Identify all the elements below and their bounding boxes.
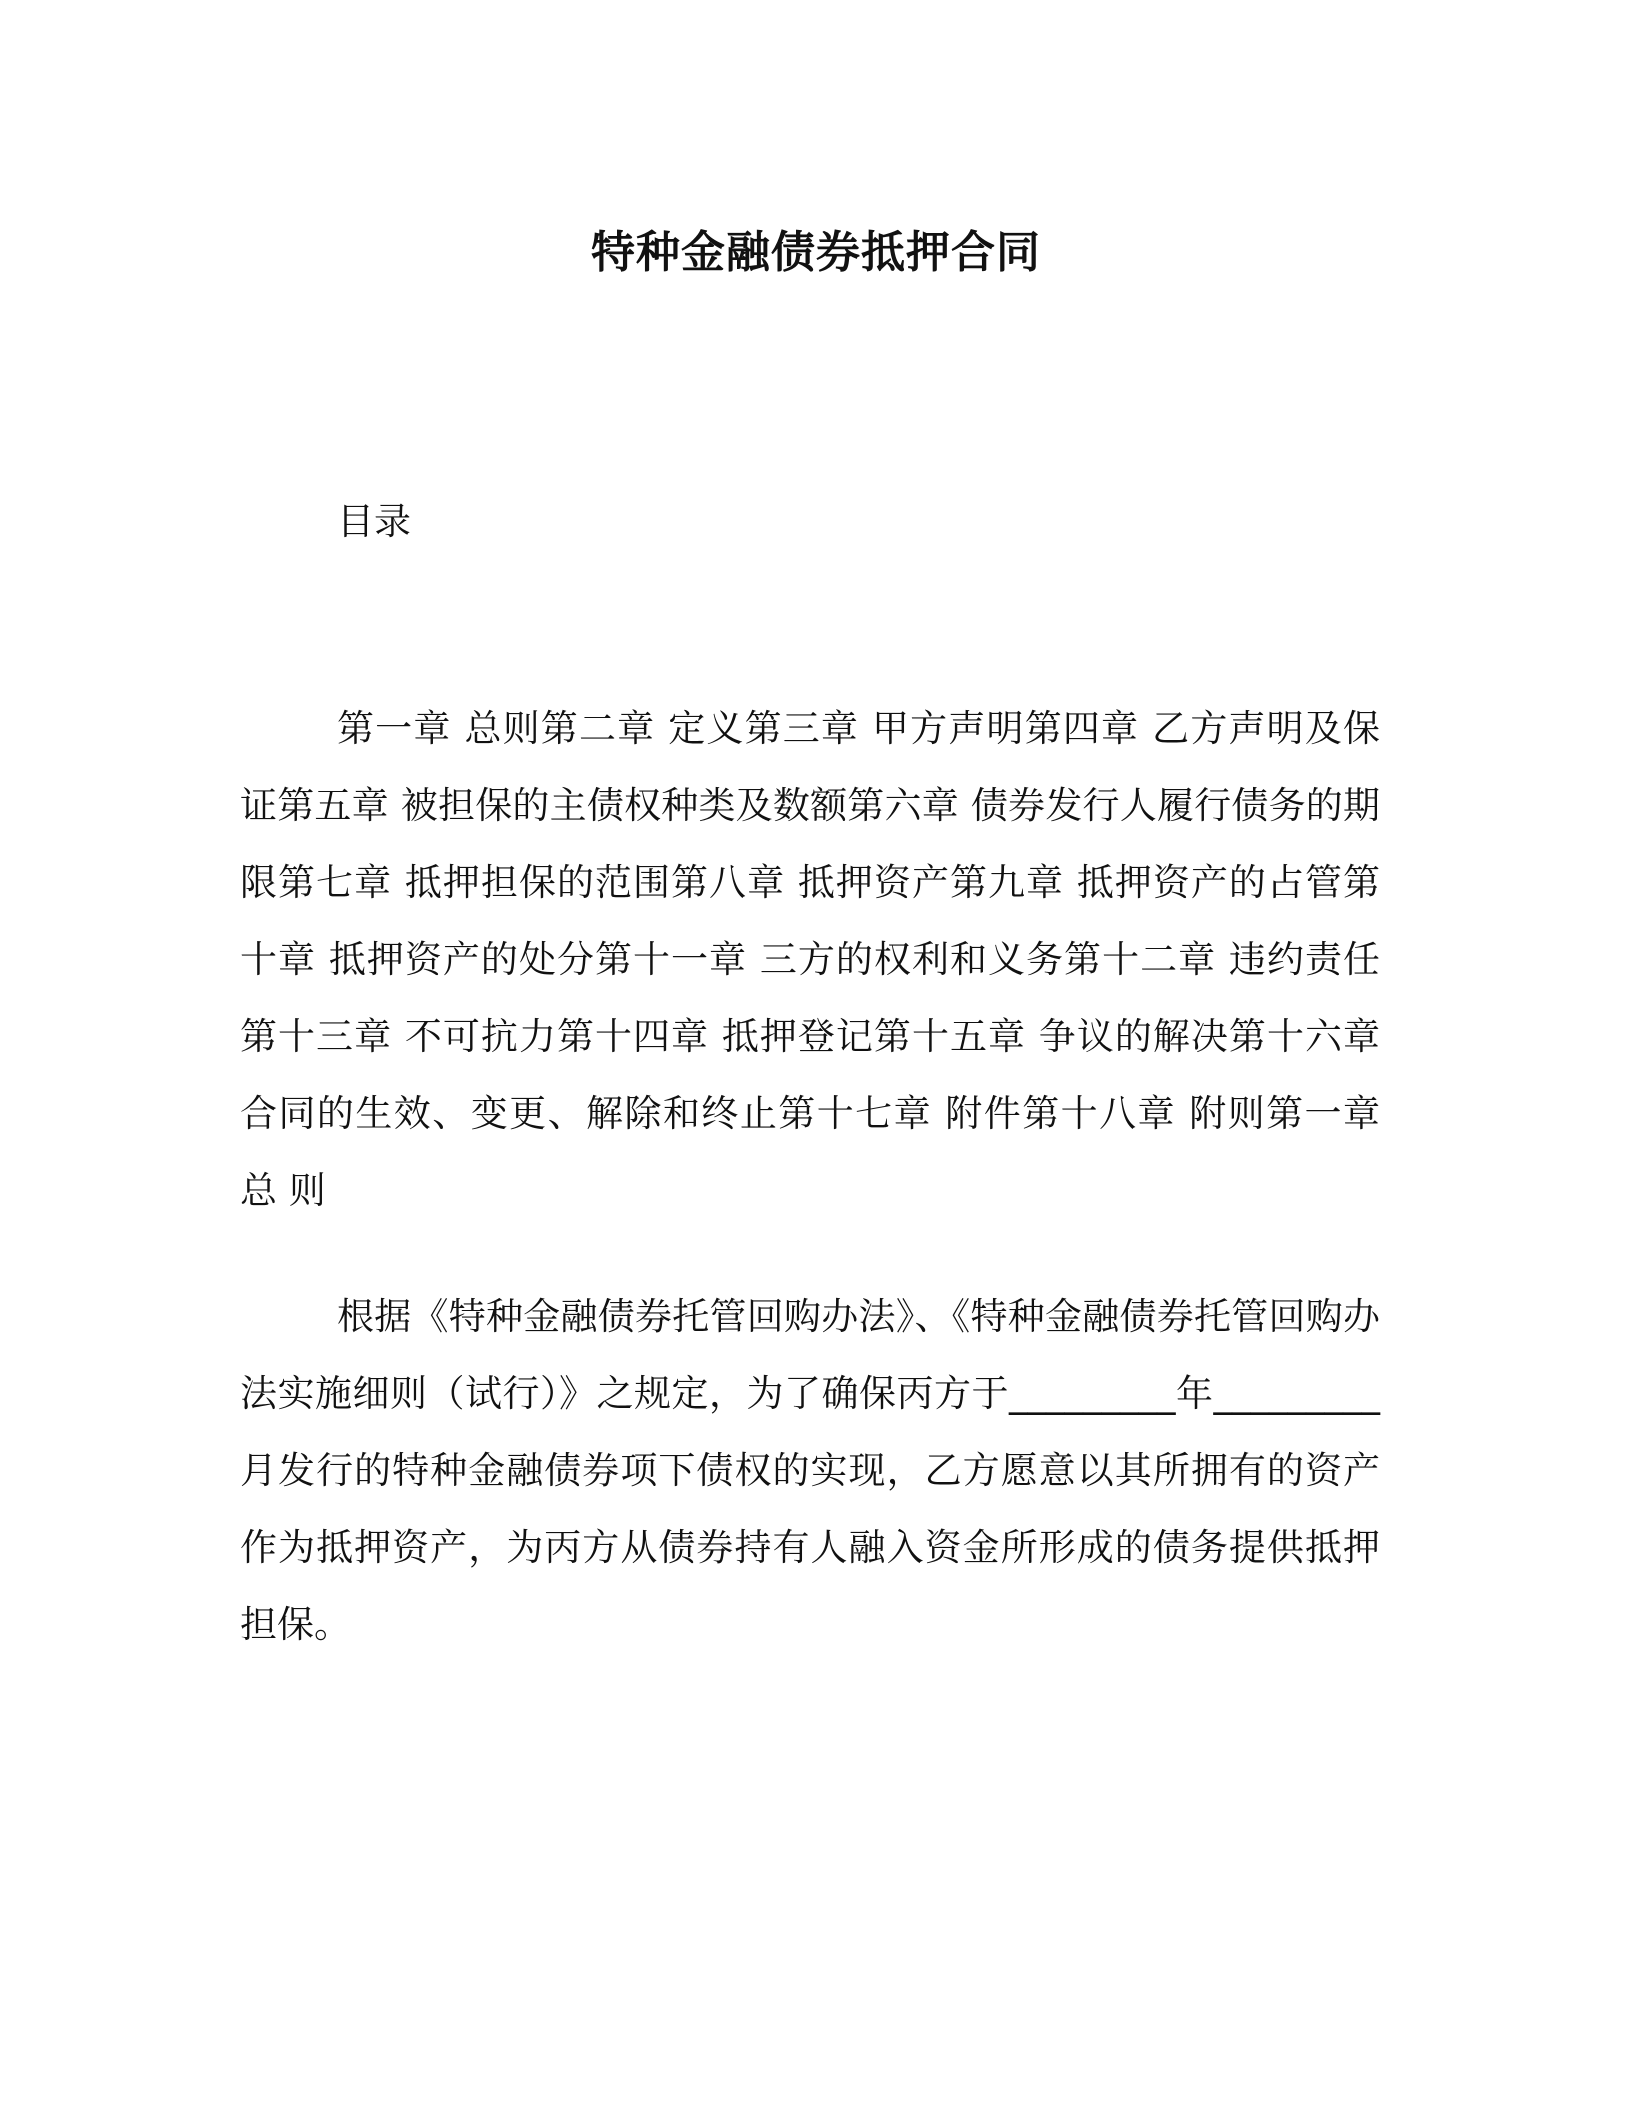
document-title: 特种金融债券抵押合同: [591, 227, 1041, 278]
intro-paragraph: 根据《特种金融债券托管回购办法》、《特种金融债券托管回购办法实施细则（试行）》之规定，为了确保丙方于_________年_________月发行的特种金融债券项下债权的实现，乙方愿意以其所拥有的资产作为抵押资产，为丙方从债券持有人融入资金所形成的债务提供抵押担保。: [240, 1295, 1380, 1646]
toc-paragraph: 第一章 总则第二章 定义第三章 甲方声明第四章 乙方声明及保证第五章 被担保的主债权种类及数额第六章 债券发行人履行债务的期限第七章 抵押担保的范围第八章 抵押资产第九章 抵押资产的占管第十章 抵押资产的处分第十一章 三方的权利和义务第十二章 违约责任第十三章 不可抗力第十四章 抵押登记第十五章 争议的解决第十六章 合同的生效、变更、解除和终止第十七章 附件第十八章 附则第一章 总 则: [240, 707, 1429, 1212]
toc-heading: 目录: [337, 500, 411, 543]
